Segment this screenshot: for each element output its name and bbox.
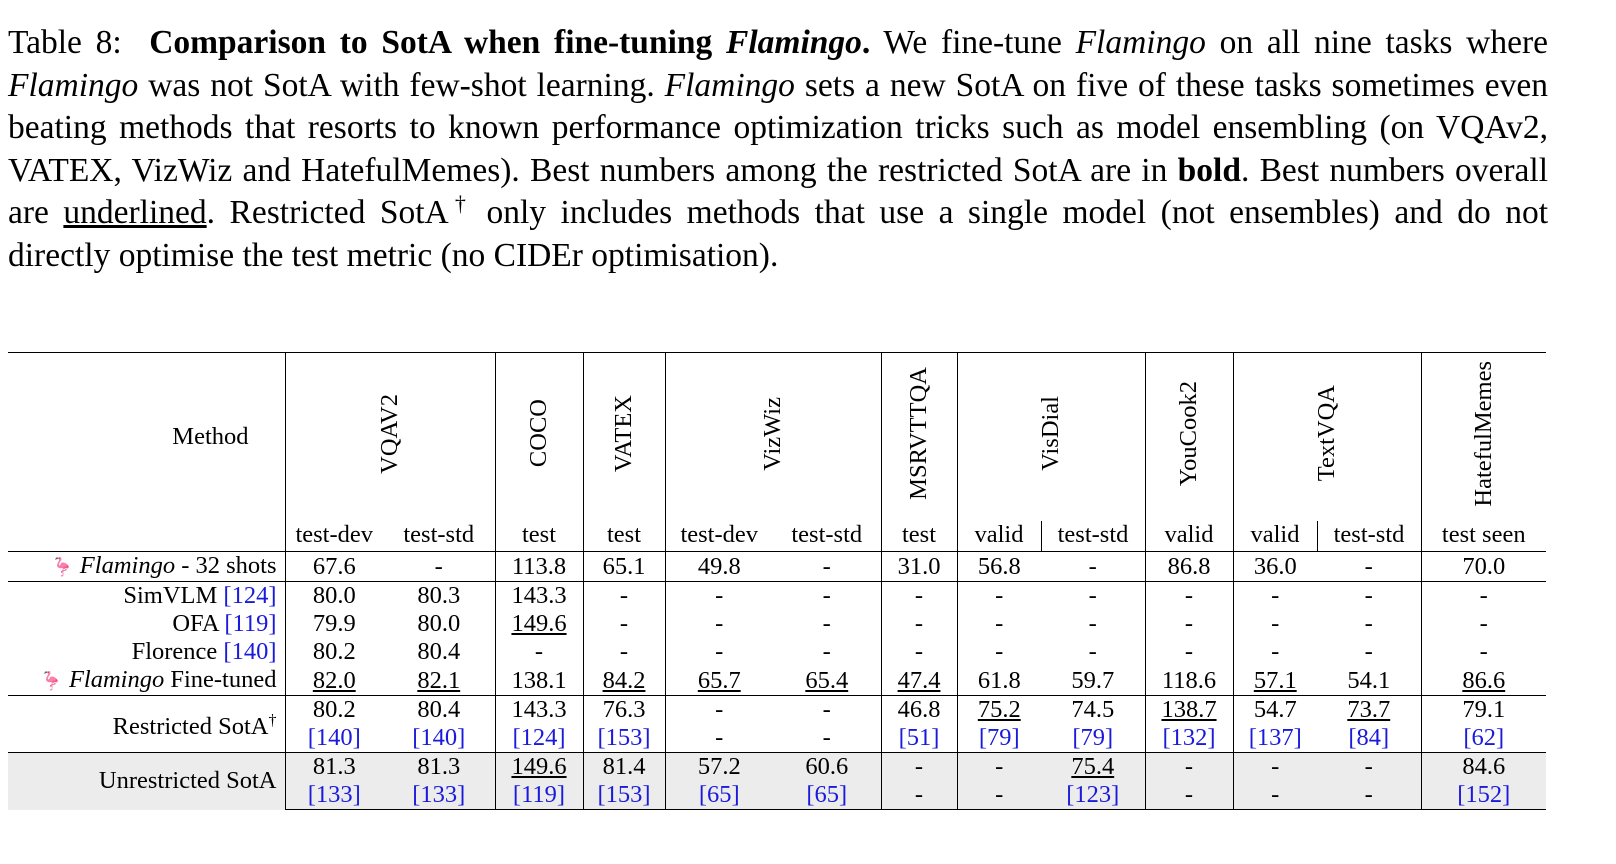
value-cell: - xyxy=(822,610,831,637)
value-cell: 76.3 xyxy=(583,696,665,725)
task-label: HatefulMemes xyxy=(1469,360,1497,507)
table-row-restricted-sota xyxy=(8,696,1546,725)
table-row-florence xyxy=(8,638,1546,666)
value-cell: - xyxy=(1421,638,1546,666)
caption-dagger: † xyxy=(448,191,472,216)
citation-link[interactable]: [65] xyxy=(773,781,881,810)
value-cell: 75.2 xyxy=(957,696,1041,725)
value-cell: 79.9 xyxy=(285,610,383,638)
task-header-vizwiz xyxy=(665,353,881,522)
value-cell: - xyxy=(1421,582,1546,611)
value-cell: 54.1 xyxy=(1347,666,1391,694)
citation-link[interactable]: [62] xyxy=(1421,724,1546,753)
value-cell: - xyxy=(1233,781,1317,810)
value-cell: 75.4 xyxy=(1041,753,1145,782)
split-label: valid xyxy=(1233,521,1317,552)
method-cell xyxy=(8,753,285,810)
value-cell: 138.7 xyxy=(1145,696,1233,725)
value-cell: - xyxy=(957,781,1041,810)
split-label: test xyxy=(495,521,583,552)
task-header-youcook2 xyxy=(1145,353,1233,522)
task-header-textvqa xyxy=(1233,353,1421,522)
task-header-vqav2 xyxy=(285,353,495,522)
method-name: Unrestricted SotA xyxy=(98,767,277,795)
caption-title: Comparison to SotA when fine-tuning xyxy=(149,24,726,61)
citation-link[interactable]: [152] xyxy=(1421,781,1546,810)
task-label: COCO xyxy=(524,399,552,468)
value-cell: 59.7 xyxy=(1071,666,1115,694)
method-name-italic: Flamingo xyxy=(79,552,176,579)
value-cell: 67.6 xyxy=(285,552,383,582)
split-header-row xyxy=(8,521,1546,552)
value-cell: - xyxy=(665,610,773,638)
value-cell: 61.8 xyxy=(957,666,1041,696)
citation-link[interactable]: [140] xyxy=(285,724,383,753)
citation-link[interactable]: [140] xyxy=(223,638,277,665)
caption-bold-word: bold xyxy=(1177,151,1241,189)
value-cell: - xyxy=(881,781,957,810)
table-row-ofa xyxy=(8,610,1546,638)
value-cell: - xyxy=(1145,638,1233,666)
value-cell: 143.3 xyxy=(495,582,583,611)
citation-link[interactable]: [124] xyxy=(495,724,583,753)
value-cell: 73.7 xyxy=(1317,696,1421,725)
value-cell: - xyxy=(1317,781,1421,810)
citation-link[interactable]: [79] xyxy=(957,724,1041,753)
table-caption xyxy=(8,22,1548,277)
value-cell: 81.4 xyxy=(583,753,665,782)
caption-text-3: was not SotA with few-shot learning. xyxy=(138,66,665,104)
value-cell: - xyxy=(583,638,665,666)
split-label: valid xyxy=(957,521,1041,552)
value-cell: 36.0 xyxy=(1233,552,1317,582)
value-cell: 54.7 xyxy=(1233,696,1317,725)
split-empty xyxy=(8,521,285,552)
flamingo-icon: 🦩 xyxy=(51,557,74,577)
value-cell: 47.4 xyxy=(881,666,957,696)
value-cell: - xyxy=(495,638,583,666)
caption-flamingo-1: Flamingo xyxy=(1075,24,1206,61)
value-cell: 80.2 xyxy=(285,696,383,725)
task-label: TextVQA xyxy=(1312,385,1340,482)
value-cell: - xyxy=(1088,638,1097,665)
value-cell: 49.8 xyxy=(665,552,773,582)
table-row-flamingo-fine-tuned xyxy=(8,666,1546,696)
citation-link[interactable]: [132] xyxy=(1145,724,1233,753)
flamingo-icon: 🦩 xyxy=(40,671,63,691)
task-label: YouCook2 xyxy=(1174,380,1202,487)
value-cell: - xyxy=(957,753,1041,782)
value-cell: 84.6 xyxy=(1421,753,1546,782)
caption-title-end: . xyxy=(861,24,871,61)
caption-underlined-word: underlined xyxy=(63,194,207,231)
value-cell: 46.8 xyxy=(881,696,957,725)
value-cell: 70.0 xyxy=(1421,552,1546,582)
citation-link[interactable]: [137] xyxy=(1233,724,1317,753)
value-cell: - xyxy=(881,753,957,782)
value-cell: 86.6 xyxy=(1421,666,1546,696)
citation-link[interactable]: [65] xyxy=(665,781,773,810)
value-cell: 60.6 xyxy=(773,753,881,782)
task-header-row xyxy=(8,353,1546,522)
value-cell: 80.2 xyxy=(285,638,383,666)
value-cell: 74.5 xyxy=(1041,696,1145,725)
value-cell: 138.1 xyxy=(495,666,583,696)
split-label: test-std xyxy=(1041,521,1145,552)
value-cell: - xyxy=(881,610,957,638)
citation-link[interactable]: [119] xyxy=(495,781,583,810)
value-cell: - xyxy=(1145,781,1233,810)
value-cell: - xyxy=(822,638,831,665)
method-cell xyxy=(8,666,285,696)
method-name: Restricted SotA xyxy=(112,713,269,741)
value-cell: 65.7 xyxy=(665,666,773,696)
value-cell: - xyxy=(1233,582,1317,611)
method-cell xyxy=(8,638,285,666)
caption-text-6: . Restricted SotA xyxy=(206,194,449,231)
caption-flamingo-3: Flamingo xyxy=(664,66,795,104)
value-cell: - xyxy=(1421,610,1546,638)
method-name-rest: - 32 shots xyxy=(175,552,277,579)
value-cell: - xyxy=(822,724,831,751)
method-cell xyxy=(8,696,285,753)
citation-link[interactable]: [79] xyxy=(1072,724,1114,751)
results-table xyxy=(8,352,1546,810)
citation-link[interactable]: [140] xyxy=(412,724,466,751)
caption-text-4: sets a new SotA on five of these tasks sometimes even beating methods that resorts to known performance optimization tricks such as model ensembling (on VQAv2, VATEX, VizWiz and HatefulMemes). Best numbers among the restricted SotA are in xyxy=(8,66,1548,189)
caption-title-flamingo: Flamingo xyxy=(726,24,862,61)
split-label: test xyxy=(881,521,957,552)
task-header-vatex xyxy=(583,353,665,522)
split-label: test-std xyxy=(1317,521,1421,552)
dagger-mark: † xyxy=(268,711,277,729)
method-name-rest: Fine-tuned xyxy=(164,666,277,693)
method-name-italic: Flamingo xyxy=(68,666,165,693)
value-cell: - xyxy=(583,610,665,638)
split-label: test-dev xyxy=(665,521,773,552)
caption-flamingo-2: Flamingo xyxy=(8,66,139,104)
value-cell: - xyxy=(773,582,881,611)
value-cell: 80.0 xyxy=(417,610,461,637)
value-cell: 80.0 xyxy=(285,582,383,611)
value-cell: 57.1 xyxy=(1233,666,1317,696)
value-cell: - xyxy=(665,724,773,753)
split-label: valid xyxy=(1145,521,1233,552)
task-header-visdial xyxy=(957,353,1145,522)
value-cell: - xyxy=(1145,753,1233,782)
value-cell: 82.1 xyxy=(417,666,461,694)
value-cell: - xyxy=(957,582,1041,611)
value-cell: 57.2 xyxy=(665,753,773,782)
split-label: test-std xyxy=(791,521,863,548)
method-name: OFA xyxy=(172,610,225,637)
table-row-flamingo-32-shots xyxy=(8,552,1546,582)
value-cell: 31.0 xyxy=(881,552,957,582)
value-cell: 143.3 xyxy=(495,696,583,725)
caption-text-1: We fine-tune xyxy=(870,24,1076,61)
value-cell: 81.3 xyxy=(285,753,383,782)
value-cell: - xyxy=(1364,638,1373,665)
task-header-msrvttqa xyxy=(881,353,957,522)
citation-link[interactable]: [119] xyxy=(224,610,277,637)
value-cell: 80.4 xyxy=(417,638,461,665)
value-cell: - xyxy=(583,582,665,611)
value-cell: 80.3 xyxy=(383,582,495,611)
value-cell: - xyxy=(881,638,957,666)
method-cell xyxy=(8,552,285,582)
value-cell: - xyxy=(1317,552,1421,582)
value-cell: - xyxy=(957,638,1041,666)
value-cell: - xyxy=(1145,582,1233,611)
split-label: test seen xyxy=(1421,521,1546,552)
value-cell: - xyxy=(1317,753,1421,782)
task-label: VQAV2 xyxy=(375,393,403,474)
task-header-hatefulmemes xyxy=(1421,353,1546,522)
value-cell: 65.4 xyxy=(805,666,849,694)
value-cell: - xyxy=(665,582,773,611)
caption-text-2: on all nine tasks where xyxy=(1205,24,1549,61)
task-header-coco xyxy=(495,353,583,522)
value-cell: - xyxy=(1145,610,1233,638)
value-cell: - xyxy=(1041,582,1145,611)
value-cell: - xyxy=(1364,610,1373,637)
value-cell: 56.8 xyxy=(957,552,1041,582)
task-label: VATEX xyxy=(609,394,637,473)
citation-link[interactable]: [123] xyxy=(1041,781,1145,810)
caption-text-5: . Best numbers overall are xyxy=(8,151,1549,231)
task-label: VisDial xyxy=(1036,396,1064,471)
value-cell: 80.4 xyxy=(383,696,495,725)
value-cell: - xyxy=(957,610,1041,638)
value-cell: - xyxy=(773,696,881,725)
method-name: Florence xyxy=(131,638,224,665)
value-cell: 84.2 xyxy=(583,666,665,696)
split-label: test-std xyxy=(403,521,475,548)
method-name: SimVLM xyxy=(123,582,224,609)
table-row-unrestricted-sota xyxy=(8,753,1546,782)
split-label: test-dev xyxy=(285,521,383,552)
value-cell: - xyxy=(881,582,957,611)
method-cell xyxy=(8,610,285,638)
citation-link[interactable]: [153] xyxy=(583,781,665,810)
value-cell: 65.1 xyxy=(583,552,665,582)
value-cell: - xyxy=(1088,610,1097,637)
task-label: MSRVTTQA xyxy=(904,367,932,500)
split-label: test xyxy=(583,521,665,552)
value-cell: - xyxy=(1233,753,1317,782)
value-cell: 79.1 xyxy=(1421,696,1546,725)
caption-label: Table 8: xyxy=(8,24,122,61)
caption-text-7: only includes methods that use a single model (not ensembles) and do not directly optimise the test metric (no CIDEr optimisation). xyxy=(8,194,1548,274)
value-cell: 113.8 xyxy=(495,552,583,582)
value-cell: 118.6 xyxy=(1145,666,1233,696)
value-cell: 149.6 xyxy=(495,753,583,782)
value-cell: - xyxy=(773,552,881,582)
value-cell: - xyxy=(1233,638,1317,666)
citation-link[interactable]: [84] xyxy=(1348,724,1390,751)
citation-link[interactable]: [133] xyxy=(285,781,383,810)
value-cell: - xyxy=(1233,610,1317,638)
value-cell: 86.8 xyxy=(1145,552,1233,582)
citation-link[interactable]: [153] xyxy=(583,724,665,753)
citation-link[interactable]: [124] xyxy=(223,582,277,609)
value-cell: - xyxy=(665,696,773,725)
method-cell xyxy=(8,582,285,611)
value-cell: 81.3 xyxy=(383,753,495,782)
value-cell: - xyxy=(1041,552,1145,582)
citation-link[interactable]: [133] xyxy=(383,781,495,810)
citation-link[interactable]: [51] xyxy=(881,724,957,753)
value-cell: - xyxy=(1317,582,1421,611)
value-cell: - xyxy=(665,638,773,666)
value-cell: 149.6 xyxy=(495,610,583,638)
value-cell: - xyxy=(383,552,495,582)
task-label: VizWiz xyxy=(758,396,786,471)
value-cell: 82.0 xyxy=(285,666,383,696)
table-row-simvlm xyxy=(8,582,1546,611)
method-header: Method xyxy=(8,353,285,522)
